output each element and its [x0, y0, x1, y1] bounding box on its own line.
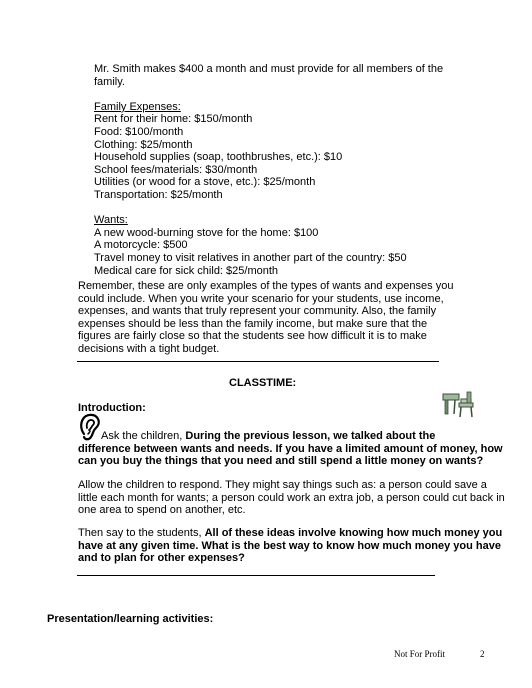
want-item: Medical care for sick child: $25/month: [94, 264, 279, 277]
scenario-line: Mr. Smith makes $400 a month and must provide for all members of the: [94, 63, 444, 75]
footer-label: Not For Profit: [394, 649, 446, 659]
paragraph-line: Remember, these are only examples of the types of wants and expenses you: [78, 280, 454, 292]
paragraph-line: expenses should be less than the family income, but make sure that the: [78, 317, 428, 330]
paragraph-line: expenses, and wants that truly represent your community. Also, the family: [78, 305, 437, 318]
page-number: 2: [480, 649, 485, 659]
paragraph-line: decisions with a tight budget.: [78, 342, 220, 355]
wants-heading: Wants:: [94, 214, 128, 227]
scenario-block: [94, 63, 443, 277]
ask-question-text: During the previous lesson, we talked about the: [185, 430, 436, 442]
introduction-heading: Introduction:: [78, 402, 146, 414]
ask-plain-text: Ask the children,: [101, 430, 186, 442]
presentation-heading: Presentation/learning activities:: [47, 613, 214, 625]
expense-item: Transportation: $25/month: [94, 188, 223, 201]
then-plain-text: Then say to the students,: [78, 527, 205, 539]
divider-bottom: [77, 575, 435, 576]
ask-question-line: difference between wants and needs. If you have a limited amount of money, how: [78, 442, 503, 455]
divider-top: [77, 361, 439, 362]
want-item: A new wood-burning stove for the home: $100: [94, 226, 319, 239]
school-desk-icon: [441, 390, 475, 420]
expenses-heading: Family Expenses:: [94, 100, 181, 113]
then-question-line: and to plan for other expenses?: [78, 552, 245, 565]
paragraph-line: Allow the children to respond. They might say things such as: a person could save a: [78, 479, 487, 491]
want-item: A motorcycle: $500: [94, 239, 188, 252]
classtime-heading: CLASSTIME:: [229, 377, 297, 389]
expense-item: Clothing: $25/month: [94, 138, 193, 151]
paragraph-line: one area to spend on another, etc.: [78, 504, 246, 517]
remember-paragraph: [78, 280, 453, 356]
want-item: Travel money to visit relatives in another part of the country: $50: [94, 251, 407, 264]
then-paragraph: [78, 527, 502, 565]
ask-question-line: can you buy the things that you need and still spend a little money on wants?: [78, 455, 484, 468]
then-question-line: have at any given time. What is the best way to know how much money you have: [78, 539, 501, 552]
paragraph-line: little each month for wants; a person could work an extra job, a person could cut back in: [78, 491, 505, 504]
ask-paragraph: [78, 430, 503, 468]
expense-item: Household supplies (soap, toothbrushes, etc.): $10: [94, 151, 343, 164]
then-question-text: All of these ideas involve knowing how much money you: [204, 527, 503, 539]
scenario-line: family.: [94, 75, 125, 88]
expense-item: School fees/materials: $30/month: [94, 163, 258, 176]
paragraph-line: could include. When you write your scenario for your students, use income,: [78, 292, 444, 305]
expense-item: Rent for their home: $150/month: [94, 113, 253, 126]
allow-paragraph: [78, 479, 505, 517]
paragraph-line: figures are fairly close so that the students see how difficult it is to make: [78, 330, 427, 343]
expense-item: Food: $100/month: [94, 125, 184, 138]
expense-item: Utilities (or wood for a stove, etc.): $25/month: [94, 176, 316, 189]
